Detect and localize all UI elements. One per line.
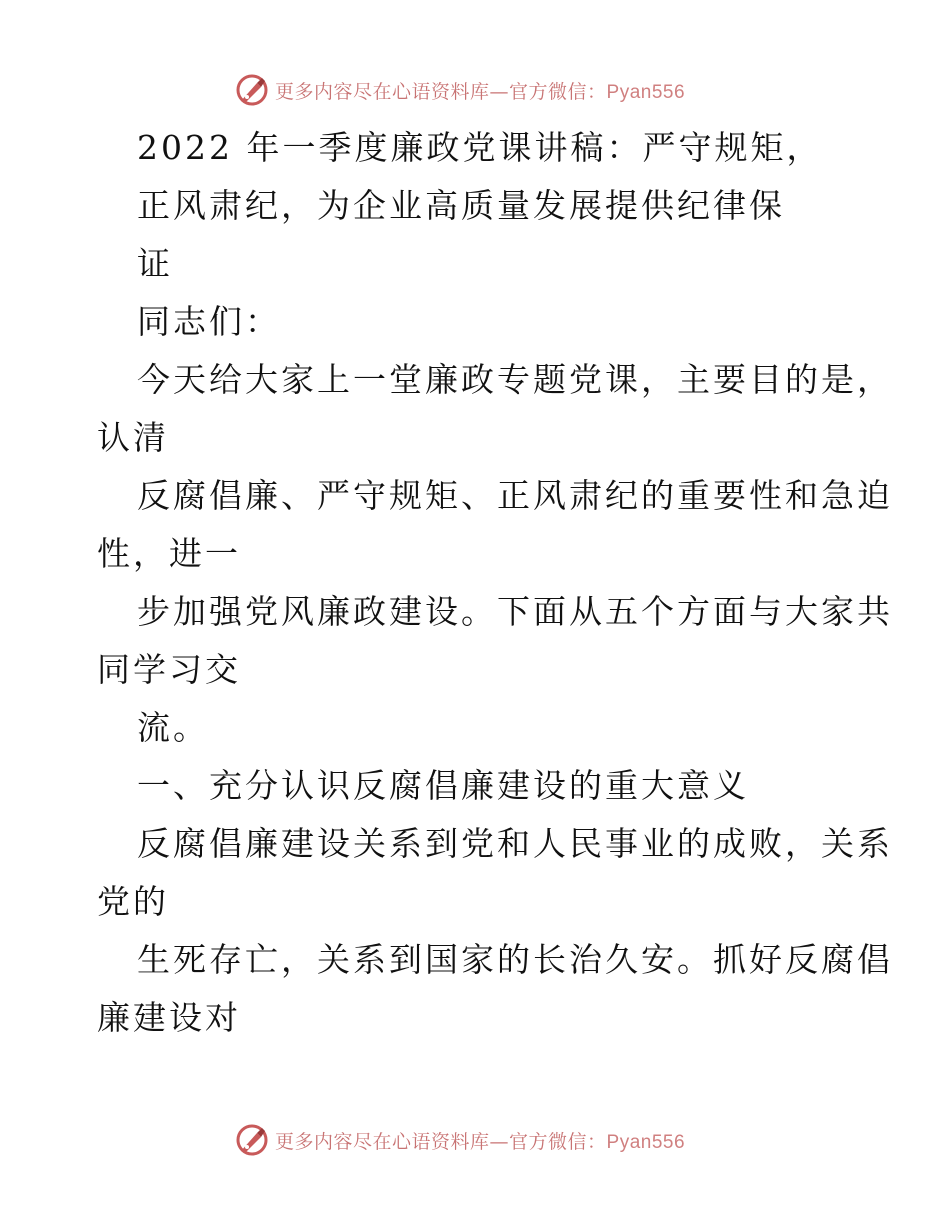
pen-logo-icon: [235, 1123, 269, 1157]
watermark-text: 更多内容尽在心语资料库—官方微信：Pyan556: [275, 80, 686, 103]
paragraph-line: 今天给大家上一堂廉政专题党课，主要目的是，: [137, 360, 893, 399]
salutation: 同志们：: [137, 302, 281, 341]
paragraph-line: 性，进一: [97, 534, 241, 573]
paragraph-line: 党的: [97, 882, 169, 921]
title-line-1: 2022 年一季度廉政党课讲稿：严守规矩，: [137, 128, 823, 167]
paragraph-line: 步加强党风廉政建设。下面从五个方面与大家共: [137, 592, 893, 631]
pen-logo-icon: [235, 73, 269, 107]
paragraph-line: 反腐倡廉、严守规矩、正风肃纪的重要性和急迫: [137, 476, 893, 515]
paragraph-line: 同学习交: [97, 650, 241, 689]
paragraph-line: 生死存亡，关系到国家的长治久安。抓好反腐倡: [137, 940, 893, 979]
paragraph-line: 认清: [97, 418, 169, 457]
watermark-text: 更多内容尽在心语资料库—官方微信：Pyan556: [275, 1130, 686, 1153]
paragraph-line: 廉建设对: [97, 998, 241, 1037]
title-line-2: 正风肃纪，为企业高质量发展提供纪律保: [137, 186, 785, 225]
section-heading: 一、充分认识反腐倡廉建设的重大意义: [137, 766, 749, 805]
paragraph-line: 流。: [137, 708, 209, 747]
title-line-3: 证: [137, 244, 173, 283]
footer-watermark: [235, 1122, 755, 1158]
paragraph-line: 反腐倡廉建设关系到党和人民事业的成败，关系: [137, 824, 893, 863]
header-watermark: [235, 72, 755, 108]
